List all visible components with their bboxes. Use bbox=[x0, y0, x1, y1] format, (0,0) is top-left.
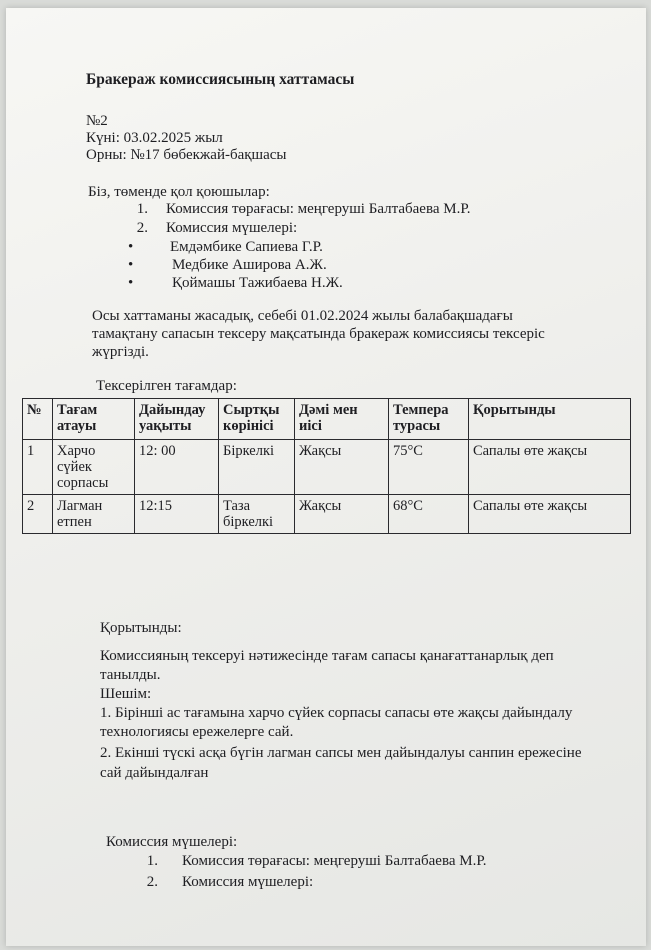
cell-no: 1 bbox=[23, 440, 53, 495]
document-title: Бракераж комиссиясының хаттамасы bbox=[86, 71, 355, 88]
header-no: № bbox=[23, 399, 53, 440]
paragraph-line: технологиясы ережелерге сай. bbox=[100, 724, 294, 740]
place-line: Орны: №17 бөбекжай-бақшасы bbox=[86, 147, 287, 163]
list-marker: 2. bbox=[136, 220, 148, 236]
table-row bbox=[23, 495, 631, 534]
paragraph-line: тамақтану сапасын тексеру мақсатында бракераж комиссиясы тексеріс bbox=[92, 326, 545, 342]
list-item: Медбике Аширова А.Ж. bbox=[172, 257, 327, 273]
paragraph-line: жүргізді. bbox=[92, 344, 149, 360]
table-row bbox=[23, 440, 631, 495]
list-item: Емдәмбике Сапиева Г.Р. bbox=[170, 239, 323, 255]
list-item: Комиссия төрағасы: меңгеруші Балтабаева М.Р. bbox=[182, 853, 487, 869]
cell-result: Сапалы өте жақсы bbox=[469, 440, 631, 495]
cell-no: 2 bbox=[23, 495, 53, 534]
table-header-row bbox=[23, 399, 631, 440]
header-temperature: Темпера турасы bbox=[389, 399, 469, 440]
date-line: Күні: 03.02.2025 жыл bbox=[86, 130, 223, 146]
paragraph-line: Комиссияның тексеруі нәтижесінде тағам сапасы қанағаттанарлық деп bbox=[100, 648, 554, 664]
cell-taste-smell: Жақсы bbox=[295, 495, 389, 534]
header-taste-smell: Дәмі мен иісі bbox=[295, 399, 389, 440]
dishes-heading: Тексерілген тағамдар: bbox=[96, 378, 237, 394]
bullet-marker: • bbox=[128, 257, 134, 273]
signers-intro: Біз, төменде қол қоюшылар: bbox=[88, 184, 270, 200]
header-prep-time: Дайындау уақыты bbox=[135, 399, 219, 440]
list-item: Комиссия мүшелері: bbox=[182, 874, 314, 890]
decision-heading: Шешім: bbox=[100, 686, 152, 702]
list-marker: 1. bbox=[146, 853, 158, 869]
cell-temperature: 68°C bbox=[389, 495, 469, 534]
header-result: Қорытынды bbox=[469, 399, 631, 440]
paragraph-line: 2. Екінші түскі асқа бүгін лагман сапсы мен дайындалуы санпин ережесіне bbox=[100, 745, 582, 761]
document-page bbox=[6, 8, 646, 946]
cell-temperature: 75°C bbox=[389, 440, 469, 495]
bullet-marker: • bbox=[128, 275, 134, 291]
cell-taste-smell: Жақсы bbox=[295, 440, 389, 495]
list-marker: 2. bbox=[146, 874, 158, 890]
list-item: Қоймашы Тажибаева Н.Ж. bbox=[172, 275, 343, 291]
cell-dish-name: Лагман етпен bbox=[53, 495, 135, 534]
list-marker: 1. bbox=[136, 201, 148, 217]
cell-appearance: Біркелкі bbox=[219, 440, 295, 495]
paragraph-line: Осы хаттаманы жасадық, себебі 01.02.2024 жылы балабақшадағы bbox=[92, 308, 513, 324]
dishes-table bbox=[22, 398, 631, 534]
protocol-number: №2 bbox=[86, 113, 108, 129]
cell-dish-name: Харчо сүйек сорпасы bbox=[53, 440, 135, 495]
cell-prep-time: 12: 00 bbox=[135, 440, 219, 495]
list-item: Комиссия мүшелері: bbox=[166, 220, 298, 236]
cell-result: Сапалы өте жақсы bbox=[469, 495, 631, 534]
header-dish-name: Тағам атауы bbox=[53, 399, 135, 440]
footer-heading: Комиссия мүшелері: bbox=[106, 834, 238, 850]
header-appearance: Сыртқы көрінісі bbox=[219, 399, 295, 440]
cell-appearance: Таза біркелкі bbox=[219, 495, 295, 534]
bullet-marker: • bbox=[128, 239, 134, 255]
paragraph-line: 1. Бірінші ас тағамына харчо сүйек сорпасы сапасы өте жақсы дайындалу bbox=[100, 705, 573, 721]
cell-prep-time: 12:15 bbox=[135, 495, 219, 534]
paragraph-line: сай дайындалған bbox=[100, 765, 209, 781]
conclusion-heading: Қорытынды: bbox=[100, 620, 182, 636]
list-item: Комиссия төрағасы: меңгеруші Балтабаева М.Р. bbox=[166, 201, 471, 217]
paragraph-line: танылды. bbox=[100, 667, 161, 683]
